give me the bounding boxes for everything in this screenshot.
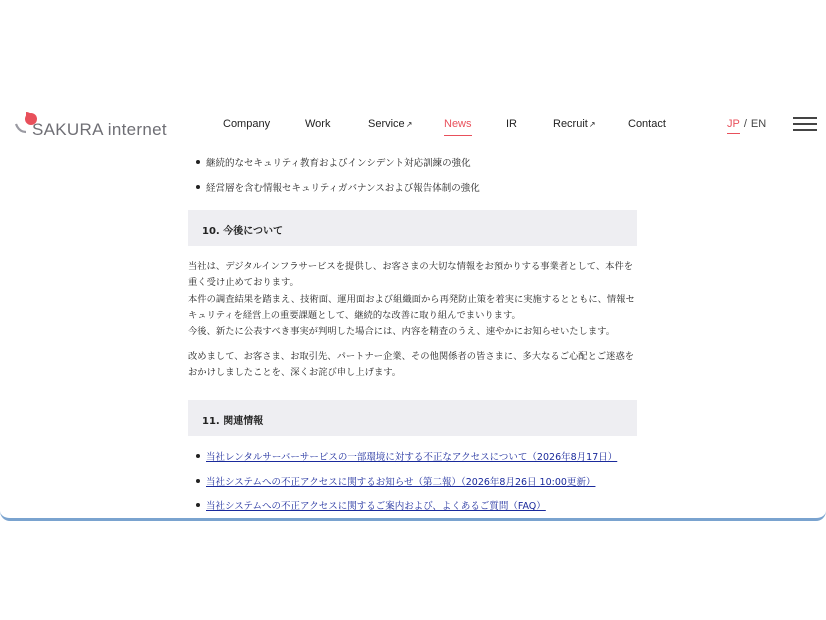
nav-ir[interactable]: IR: [506, 118, 517, 130]
section-heading: [188, 400, 637, 436]
nav-service-label: Service: [368, 118, 405, 130]
nav-recruit[interactable]: [553, 118, 596, 130]
external-link-icon: ↗: [588, 120, 596, 129]
list-item: 経営層を含む情報セキュリティガバナンスおよび報告体制の強化: [196, 180, 480, 194]
external-link-icon: ↗: [405, 120, 413, 129]
related-link-item: [196, 449, 617, 463]
lang-en[interactable]: EN: [750, 118, 767, 130]
paragraph: 改めまして、お客さま、お取引先、パートナー企業、その他関係者の皆さまに、多大なるご心配とご迷惑をおかけしましたことを、深くお詫び申し上げます。: [188, 351, 635, 379]
nav-contact[interactable]: Contact: [628, 118, 666, 130]
site-header: [0, 100, 826, 150]
lang-separator: /: [743, 118, 747, 130]
nav-company[interactable]: Company: [223, 118, 271, 130]
nav-work[interactable]: Work: [305, 118, 331, 130]
paragraph-line: 当社は、デジタルインフラサービスを提供し、お客さまの大切な情報をお預かりする事業者として、本件を重く受け止めております。: [188, 261, 634, 289]
related-link[interactable]: 当社システムへの不正アクセスに関するご案内および、よくあるご質問（FAQ）: [206, 501, 546, 512]
main-nav: [0, 118, 826, 134]
lang-jp[interactable]: JP: [727, 118, 740, 130]
related-link-item: [196, 474, 595, 488]
paragraph-line: 本件の調査結果を踏まえ、技術面、運用面および組織面から再発防止策を着実に実施するとともに、情報セキュリティを経営上の重要課題として、継続的な改善に取り組んでまいります。: [188, 293, 635, 321]
list-item: 継続的なセキュリティ教育およびインシデント対応訓練の強化: [196, 155, 471, 169]
paragraph-line: 今後、新たに公表すべき事実が判明した場合には、内容を精査のうえ、速やかにお知らせいたします。: [188, 326, 616, 338]
related-link-item: [196, 498, 546, 512]
section-heading-text: 10. 今後について: [202, 226, 283, 237]
logo-text: SAKURA internet: [32, 120, 167, 139]
related-link[interactable]: 当社システムへの不正アクセスに関するお知らせ（第二報）（2026年8月26日 10:00更新）: [206, 477, 596, 488]
section-heading-text: 11. 関連情報: [202, 416, 264, 427]
hamburger-menu-icon[interactable]: [793, 117, 817, 131]
nav-recruit-label: Recruit: [553, 118, 588, 130]
section-heading: [188, 210, 637, 246]
nav-news[interactable]: News: [444, 118, 472, 130]
language-switcher: [727, 118, 766, 130]
nav-service[interactable]: [368, 118, 412, 130]
related-link[interactable]: 当社レンタルサーバーサービスの一部環境に対する不正なアクセスについて（2026年8月17日）: [206, 452, 618, 463]
paragraph: [188, 259, 640, 340]
